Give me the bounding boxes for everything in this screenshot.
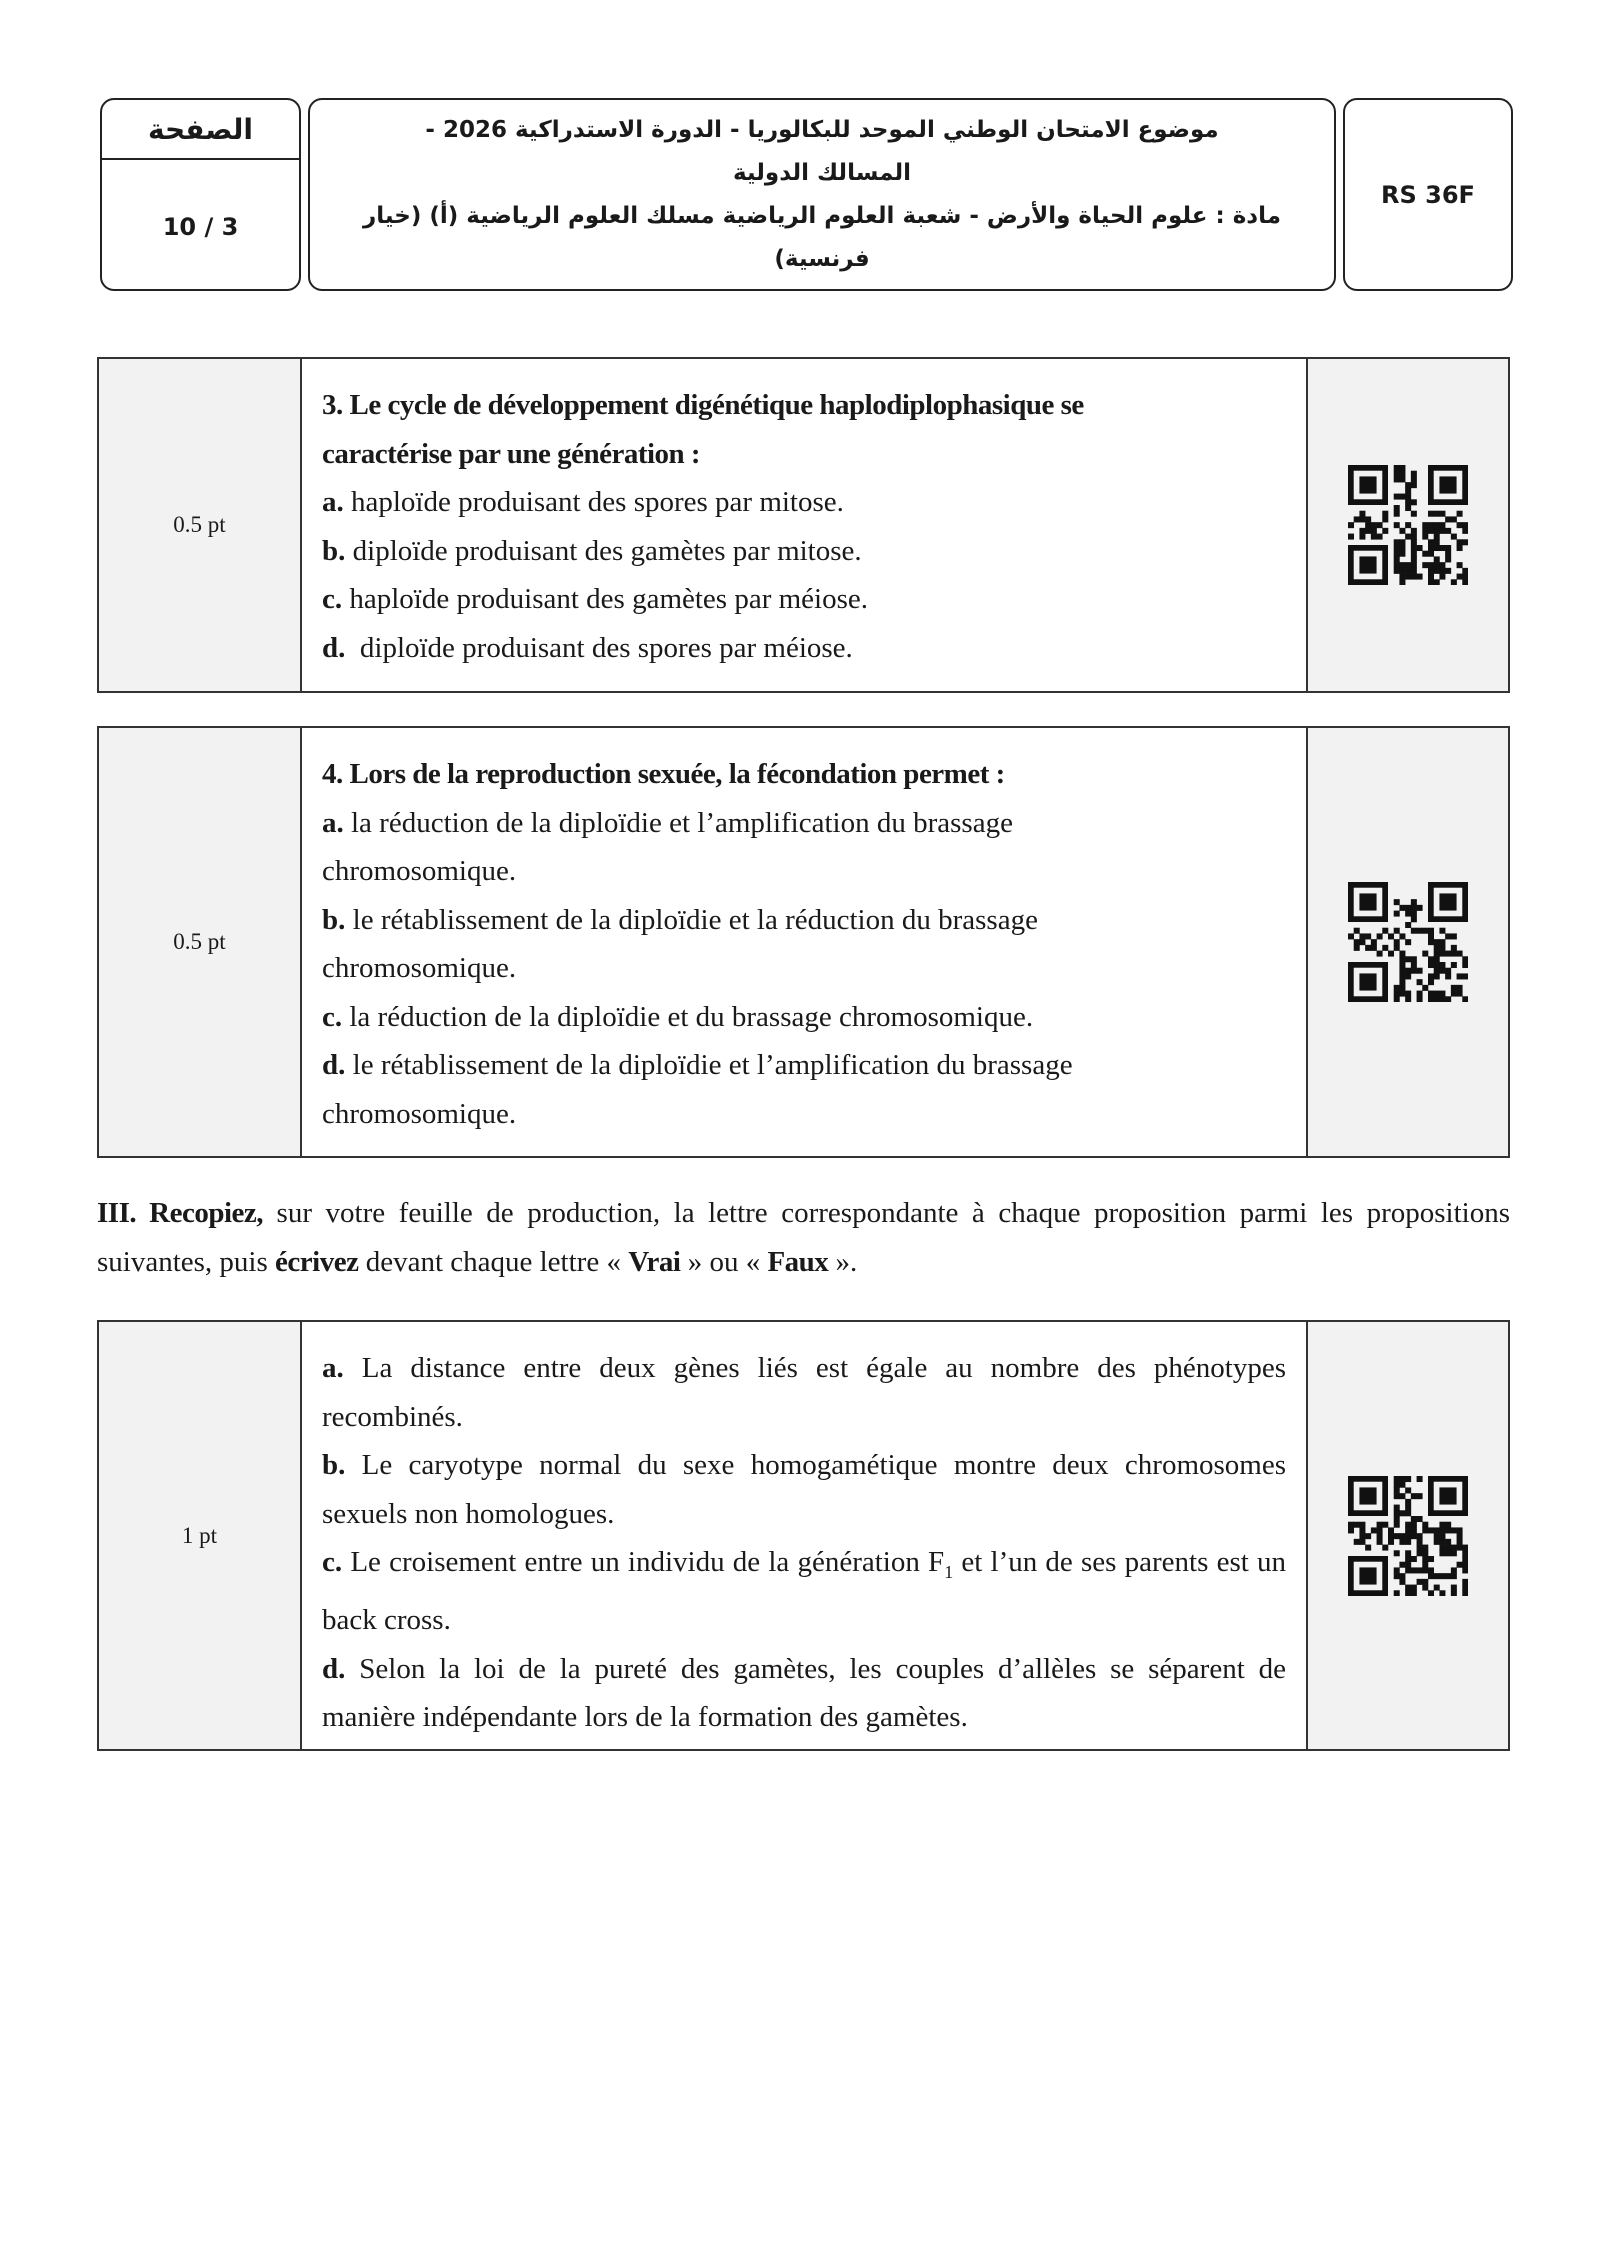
points-cell: 1 pt <box>99 1322 302 1749</box>
exam-code: RS 36F <box>1343 98 1513 291</box>
option-c: c. la réduction de la diploïdie et du brassage chromosomique. <box>322 1000 1034 1033</box>
option-a: a. la réduction de la diploïdie et l’amplification du brassage chromosomique. <box>322 806 1013 887</box>
proposition-a: a. La distance entre deux gènes liés est égale au nombre des phénotypes recombinés. <box>322 1352 1286 1433</box>
option-b: b. le rétablissement de la diploïdie et la réduction du brassage chromosomique. <box>322 903 1038 984</box>
exam-title-line3: مادة : علوم الحياة والأرض - شعبة العلوم الرياضية مسلك العلوم الرياضية (أ) (خيار <box>363 202 1281 229</box>
question-body <box>302 1322 1306 1749</box>
proposition-b: b. Le caryotype normal du sexe homogamétique montre deux chromosomes sexuels non homologues. <box>322 1449 1286 1530</box>
exam-title-line4: فرنسية) <box>774 245 870 272</box>
option-a: a. haploïde produisant des spores par mitose. <box>322 486 844 518</box>
option-c: c. haploïde produisant des gamètes par méiose. <box>322 583 869 615</box>
question-title-line2: caractérise par une génération : <box>322 437 701 470</box>
section-3-label: III. Recopiez, <box>97 1197 264 1229</box>
option-d: d. le rétablissement de la diploïdie et l’amplification du brassage chromosomique. <box>322 1049 1073 1130</box>
question-body <box>302 728 1306 1156</box>
qr-code-icon <box>1348 882 1468 1002</box>
exam-title <box>308 98 1336 291</box>
qr-code-icon <box>1348 1476 1468 1596</box>
qr-code-icon <box>1348 465 1468 585</box>
question-4 <box>97 726 1510 1158</box>
question-3 <box>97 357 1510 693</box>
question-true-false <box>97 1320 1510 1751</box>
option-d: d. diploïde produisant des spores par méiose. <box>322 631 853 664</box>
qr-cell <box>1306 359 1508 691</box>
question-body <box>302 359 1306 691</box>
exam-title-line1: موضوع الامتحان الوطني الموحد للبكالوريا - الدورة الاستدراكية 2026 - <box>425 116 1219 143</box>
question-title-line1: 3. Le cycle de développement digénétique haplodiplophasique se <box>322 389 1084 421</box>
page-indicator <box>100 98 301 291</box>
qr-cell <box>1306 728 1508 1156</box>
points-cell: 0.5 pt <box>99 728 302 1156</box>
exam-title-line2: المسالك الدولية <box>732 159 912 186</box>
page-label: الصفحة <box>102 100 299 160</box>
proposition-c: c. Le croisement entre un individu de la génération $F_1$ et l’un de ses parents est un back cross. <box>322 1546 1286 1637</box>
option-b: b. diploïde produisant des gamètes par mitose. <box>322 534 862 567</box>
proposition-d: d. Selon la loi de la pureté des gamètes, les couples d’allèles se séparent de manière indépendante lors de la formation des gamètes. <box>322 1652 1286 1734</box>
qr-cell <box>1306 1322 1508 1749</box>
points-cell: 0.5 pt <box>99 359 302 691</box>
section-3-instructions: III. Recopiez, sur votre feuille de production, la lettre correspondante à chaque proposition parmi les propositions suivantes, puis écrivez devant chaque lettre « Vrai » ou « Faux ». <box>97 1197 1510 1278</box>
question-title: 4. Lors de la reproduction sexuée, la fécondation permet : <box>322 758 1005 790</box>
page-number: 10 / 3 <box>162 212 239 241</box>
